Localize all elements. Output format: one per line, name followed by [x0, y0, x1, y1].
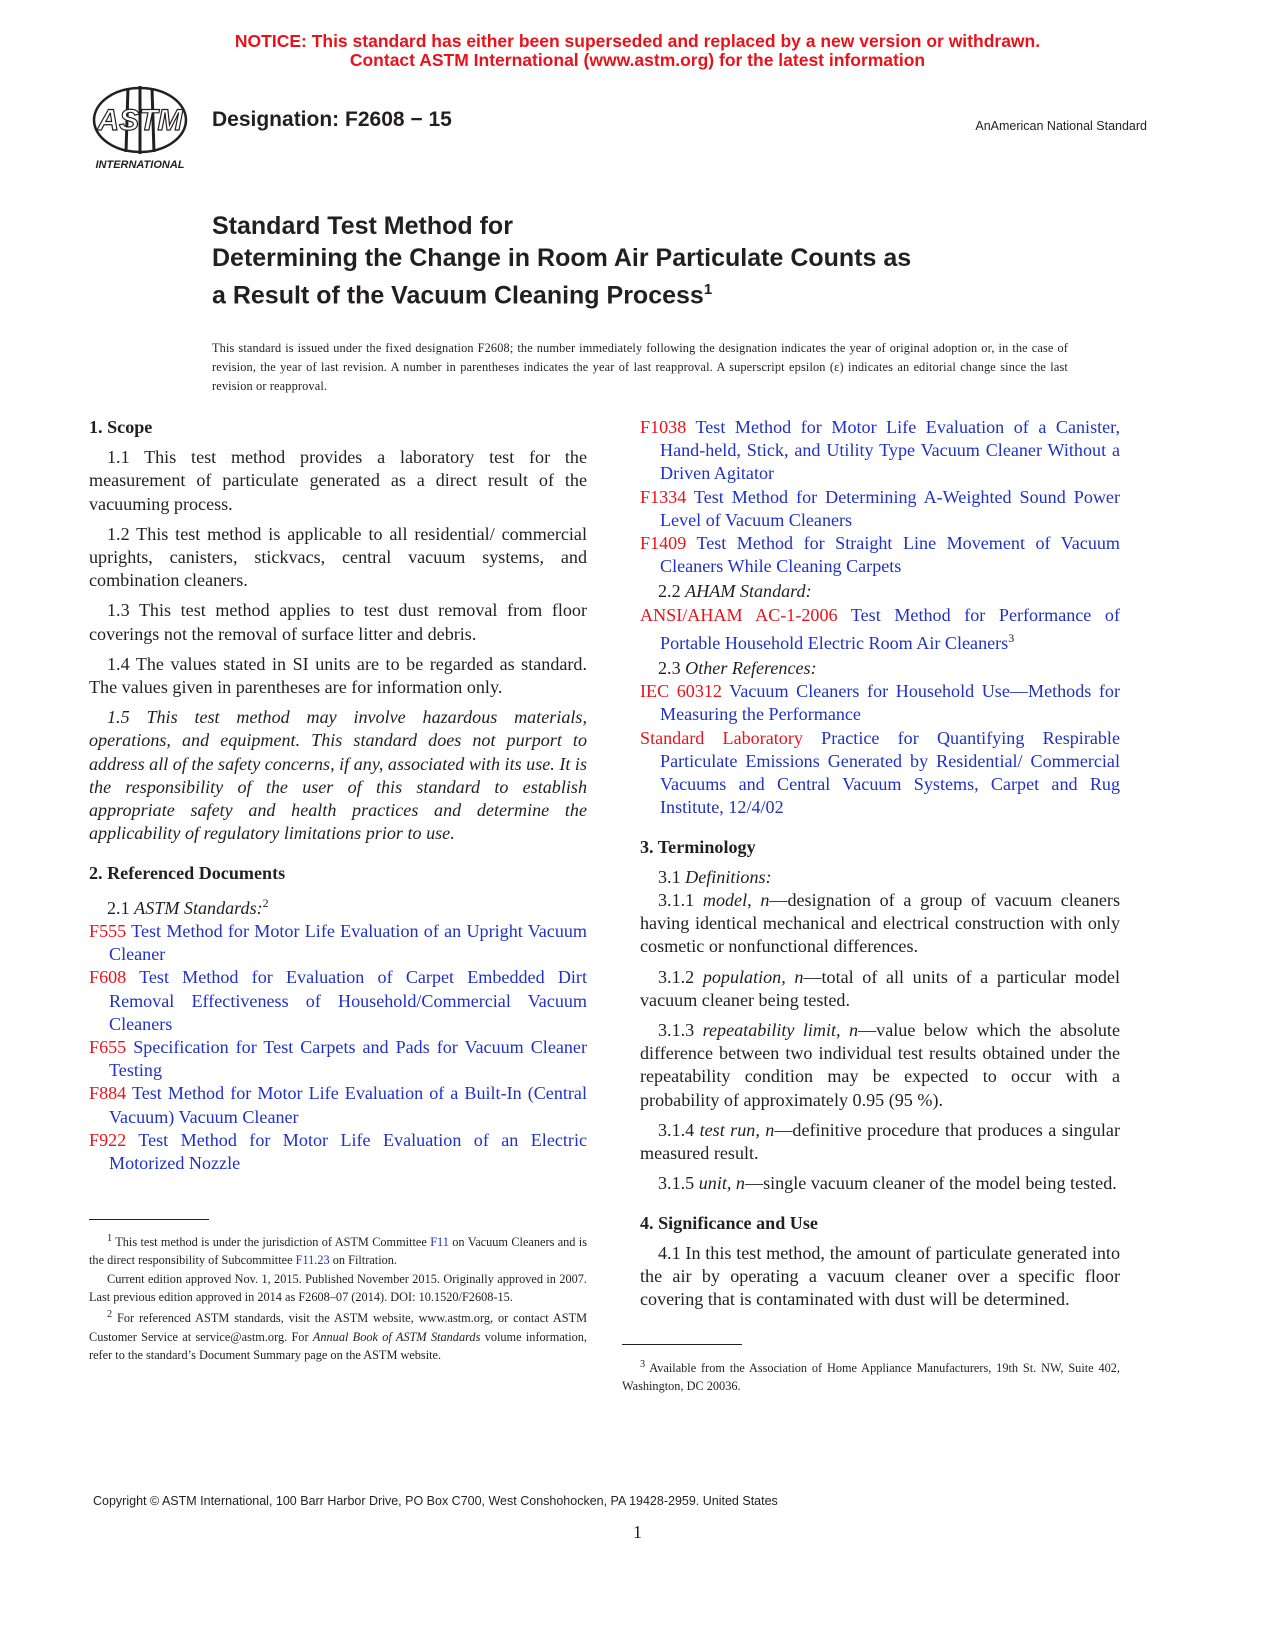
ref-f655[interactable]: F655 Specification for Test Carpets and Pads for Vacuum Cleaner Testing	[89, 1036, 587, 1081]
copyright: Copyright © ASTM International, 100 Barr Harbor Drive, PO Box C700, West Conshohocken, PA 19428-2959. United States	[93, 1494, 778, 1508]
definition-unit: 3.1.5 unit, n—single vacuum cleaner of the model being tested.	[658, 1173, 1117, 1194]
title-footnote-ref: 1	[703, 281, 713, 298]
para-2-1: 2.1 ASTM Standards:$^2$	[107, 895, 269, 918]
link-f11-23[interactable]: F11.23	[295, 1253, 330, 1268]
footnote-rule-right	[622, 1344, 742, 1345]
scope-heading: 1. Scope	[89, 417, 153, 437]
definition-model: 3.1.1 model, n—designation of a group of vacuum cleaners having identical mechanical and electrical construction with only cosmetic or nonfunctional differences.	[640, 889, 1120, 957]
footnotes-right	[622, 1356, 1120, 1396]
definition-population: 3.1.2 population, n—total of all units of a particular model vacuum cleaner being tested.	[640, 966, 1120, 1010]
page-number: 1	[633, 1522, 642, 1542]
notice-banner	[0, 32, 1275, 70]
logo-sub: INTERNATIONAL	[95, 159, 185, 171]
notice-line-2: Contact ASTM International (www.astm.org) for the latest information	[349, 50, 926, 70]
significance-heading: 4. Significance and Use	[640, 1213, 818, 1234]
footnote-1-edition: Current edition approved Nov. 1, 2015. Published November 2015. Originally approved in 2007. Last previous edition approved in 2014 as F2608–07 (2014). DOI: 10.1520/F2608-15.	[89, 1271, 587, 1304]
ref-f608[interactable]: F608 Test Method for Evaluation of Carpet Embedded Dirt Removal Effectiveness of Household/Commercial Vacuum Cleaners	[89, 967, 587, 1034]
ref-f1334[interactable]: F1334 Test Method for Determining A-Weighted Sound Power Level of Vacuum Cleaners	[640, 486, 1120, 530]
definition-repeatability: 3.1.3 repeatability limit, n—value below which the absolute difference between two individual test results obtained under the repeatability condition may be expected to occur with a probability of approximately 0.95 (95 %).	[640, 1019, 1120, 1110]
terminology-heading: 3. Terminology	[640, 837, 756, 858]
para-2-2: 2.2 AHAM Standard:	[658, 581, 812, 602]
link-f11[interactable]: F11	[430, 1235, 449, 1250]
para-1-1: 1.1 This test method provides a laboratory test for the measurement of particulate generated as a direct result of the vacuuming process.	[89, 447, 587, 514]
designation: Designation: F2608 − 15	[212, 108, 452, 131]
notice-line-1: NOTICE: This standard has either been superseded and replaced by a new version or withdrawn.	[234, 31, 1041, 51]
para-4-1: 4.1 In this test method, the amount of particulate generated into the air by operating a vacuum cleaner over a specific floor covering that is contaminated with dust will be determined.	[640, 1242, 1120, 1309]
footnote-1: $^1$ This test method is under the jurisdiction of ASTM Committee F11 on Vacuum Cleaners and is the direct responsibility of Subcommittee F11.23 on Filtration.	[89, 1233, 588, 1268]
footnote-3: $^3$ Available from the Association of Home Appliance Manufacturers, 19th St. NW, Suite 402, Washington, DC 20036.	[622, 1359, 1120, 1394]
title-line-3: a Result of the Vacuum Cleaning Process	[212, 281, 704, 310]
footnote-rule-left	[89, 1219, 209, 1220]
ref-cri[interactable]: Standard Laboratory Practice for Quantifying Respirable Particulate Emissions Generated by Residential/ Commercial Vacuums and Central Vacuum Systems, Carpet and Rug Institute, 12/4/02	[640, 727, 1120, 818]
standard-note: This standard is issued under the fixed designation F2608; the number immediately following the designation indicates the year of original adoption or, in the case of revision, the year of last revision. A number in parentheses indicates the year of last reapproval. A superscript epsilon (ε) indicates an editorial change since the last revision or reapproval.	[212, 341, 1068, 393]
right-column	[640, 416, 1120, 1311]
astm-logo	[88, 84, 193, 174]
para-1-5: 1.5 This test method may involve hazardous materials, operations, and equipment. This standard does not purport to address all of the safety concerns, if any, associated with its use. It is the responsibility of the user of this standard to establish appropriate safety and health practices and determine the applicability of regulatory limitations prior to use.	[89, 707, 587, 844]
para-1-3: 1.3 This test method applies to test dust removal from floor coverings not the removal of surface litter and debris.	[89, 600, 587, 644]
ref-f884[interactable]: F884 Test Method for Motor Life Evaluation of a Built-In (Central Vacuum) Vacuum Cleaner	[89, 1083, 587, 1127]
left-column	[89, 416, 587, 1175]
para-3-1: 3.1 Definitions:	[658, 866, 772, 887]
ref-f1038[interactable]: F1038 Test Method for Motor Life Evaluation of a Canister, Hand-held, Stick, and Utility Type Vacuum Cleaner Without a Driven Agitator	[640, 417, 1120, 484]
ref-f555[interactable]: F555 Test Method for Motor Life Evaluation of an Upright Vacuum Cleaner	[89, 920, 588, 965]
document-title	[212, 210, 911, 311]
national-standard-label: AnAmerican National Standard	[975, 119, 1147, 133]
ref-f1409[interactable]: F1409 Test Method for Straight Line Movement of Vacuum Cleaners While Cleaning Carpets	[640, 533, 1120, 577]
footnote-2: $^2$ For referenced ASTM standards, visit the ASTM website, www.astm.org, or contact ASTM Customer Service at service@astm.org. For Annual Book of ASTM Standards volume information, refer to the standard’s Document Summary page on the ASTM website.	[89, 1309, 588, 1362]
ref-aham[interactable]: ANSI/AHAM AC-1-2006 Test Method for Performance of Portable Household Electric Room Air Cleaners$^3$	[640, 604, 1121, 653]
footnotes-left	[89, 1230, 587, 1364]
title-line-2: Determining the Change in Room Air Particulate Counts as	[212, 244, 912, 272]
para-1-4: 1.4 The values stated in SI units are to be regarded as standard. The values given in parentheses are for information only.	[89, 653, 587, 698]
para-2-3: 2.3 Other References:	[658, 658, 817, 679]
refdocs-heading: 2. Referenced Documents	[89, 863, 286, 884]
definition-test-run: 3.1.4 test run, n—definitive procedure that produces a singular measured result.	[640, 1119, 1120, 1163]
logo-text: ASTM	[97, 104, 183, 137]
title-line-1: Standard Test Method for	[212, 212, 513, 240]
ref-f922[interactable]: F922 Test Method for Motor Life Evaluation of an Electric Motorized Nozzle	[89, 1129, 587, 1173]
para-1-2: 1.2 This test method is applicable to all residential/ commercial uprights, canisters, stickvacs, central vacuum systems, and combination cleaners.	[89, 523, 587, 591]
ref-iec[interactable]: IEC 60312 Vacuum Cleaners for Household Use—Methods for Measuring the Performance	[640, 681, 1120, 725]
